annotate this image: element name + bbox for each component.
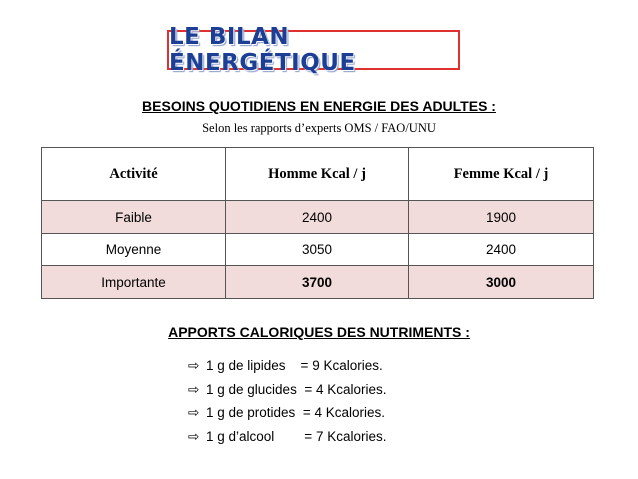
table-header-row	[42, 148, 594, 201]
cell-activite: Importante	[42, 266, 226, 299]
header-homme: Homme Kcal / j	[226, 148, 409, 201]
header-femme: Femme Kcal / j	[409, 148, 594, 201]
arrow-right-icon: ⇨	[188, 381, 200, 397]
cell-femme: 3000	[409, 266, 594, 299]
besoins-heading: BESOINS QUOTIDIENS EN ENERGIE DES ADULTES :	[142, 98, 496, 114]
energy-table	[41, 147, 594, 299]
cell-homme: 2400	[226, 201, 409, 234]
list-item: ⇨ 1 g de lipides = 9 Kcalories.	[188, 354, 386, 378]
page-title: LE BILAN ÉNERGÉTIQUE	[169, 24, 356, 76]
arrow-right-icon: ⇨	[188, 428, 200, 444]
cell-homme: 3050	[226, 233, 409, 266]
cell-femme: 2400	[409, 233, 594, 266]
cell-homme: 3700	[226, 266, 409, 299]
besoins-source: Selon les rapports d’experts OMS / FAO/UNU	[202, 121, 436, 135]
list-item: ⇨ 1 g de protides = 4 Kcalories.	[188, 401, 386, 425]
title-banner	[167, 24, 460, 76]
arrow-right-icon: ⇨	[188, 358, 200, 373]
cell-femme: 1900	[409, 201, 594, 234]
table-row	[42, 266, 594, 299]
cell-activite: Moyenne	[42, 233, 226, 266]
arrow-right-icon: ⇨	[188, 405, 200, 420]
table-row	[42, 233, 594, 266]
header-activite: Activité	[42, 148, 226, 201]
list-item: ⇨ 1 g d’alcool = 7 Kcalories.	[188, 425, 386, 449]
list-item: ⇨ 1 g de glucides = 4 Kcalories.	[188, 378, 386, 402]
apports-heading: APPORTS CALORIQUES DES NUTRIMENTS :	[168, 324, 470, 340]
cell-activite: Faible	[42, 201, 226, 234]
nutrient-list	[188, 354, 386, 448]
table-row	[42, 201, 594, 234]
